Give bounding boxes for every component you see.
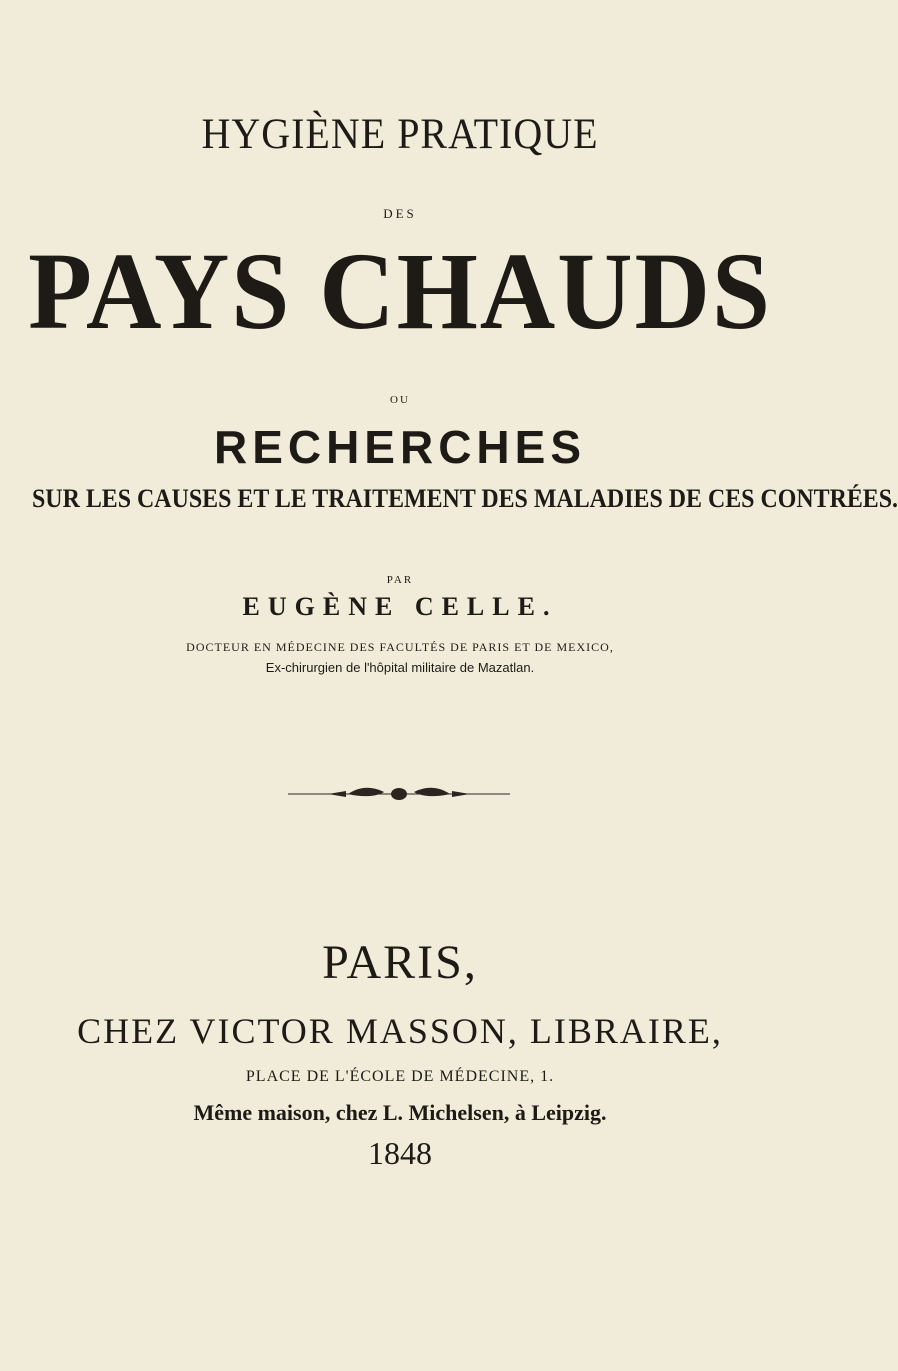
- imprint-publisher: CHEZ VICTOR MASSON, LIBRAIRE,: [77, 1011, 723, 1051]
- imprint-branch: Même maison, chez L. Michelsen, à Leipzig.: [193, 1100, 607, 1125]
- author-credentials: DOCTEUR EN MÉDECINE DES FACULTÉS DE PARIS ET DE MEXICO,: [186, 640, 614, 654]
- title-conjunction: OU: [390, 394, 410, 406]
- rule-ornament: [288, 782, 510, 806]
- author-position: Ex-chirurgien de l'hôpital militaire de Mazatlan.: [265, 660, 535, 675]
- title-line-2: DES: [383, 206, 417, 221]
- title-line-1: HYGIÈNE PRATIQUE: [201, 109, 599, 158]
- imprint-address: PLACE DE L'ÉCOLE DE MÉDECINE, 1.: [245, 1068, 555, 1085]
- imprint-year: 1848: [368, 1135, 432, 1171]
- subtitle-heading: RECHERCHES: [213, 421, 587, 473]
- subtitle-description: SUR LES CAUSES ET LE TRAITEMENT DES MALADIES DE CES CONTRÉES.: [32, 484, 898, 513]
- title-main: PAYS CHAUDS: [28, 230, 772, 352]
- author-name: EUGÈNE CELLE.: [242, 592, 558, 621]
- author-by: PAR: [386, 574, 414, 586]
- imprint-city: PARIS,: [322, 936, 478, 989]
